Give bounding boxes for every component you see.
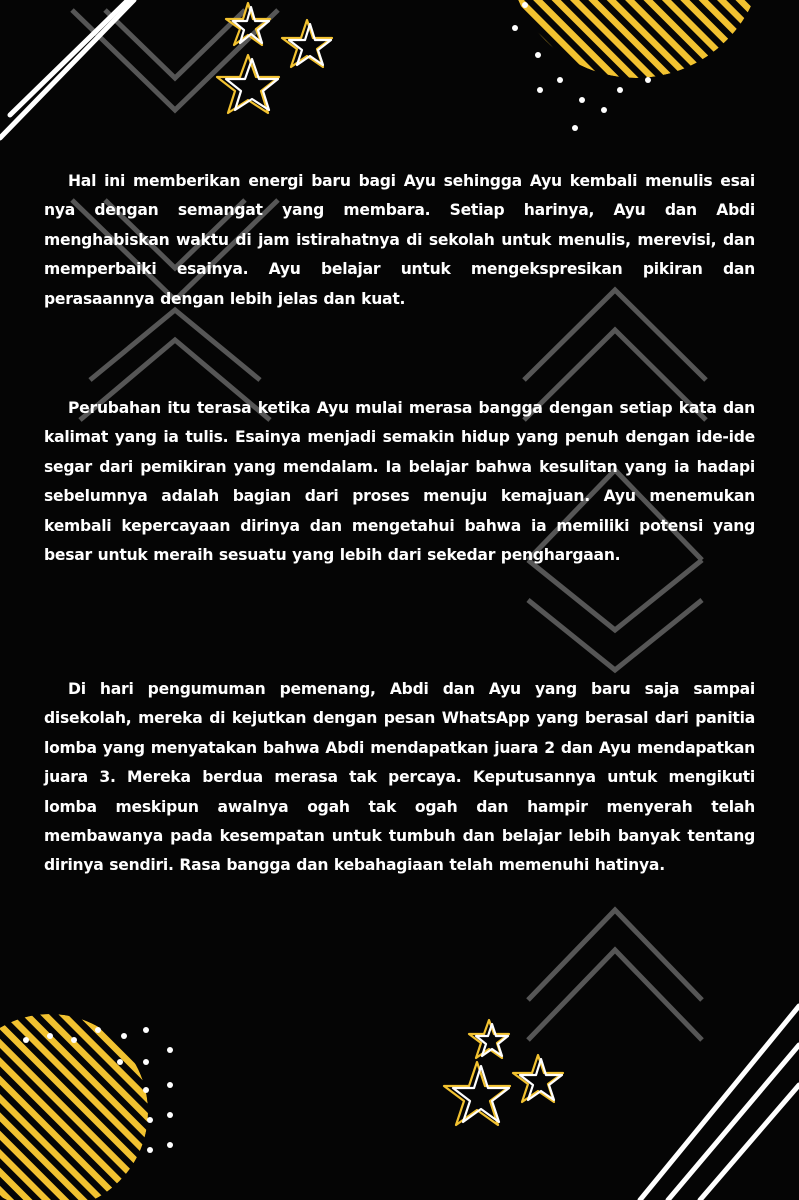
paragraph-2: Perubahan itu terasa ketika Ayu mulai merasa bangga dengan setiap kata dan kalimat yang ia tulis. Esainya menjadi semakin hidup yang penuh dengan ide-ide segar dari pemikiran yang mendalam. Ia belajar bahwa kesulitan yang ia hadapi sebelumnya adalah bagian dari proses menuju kemajuan. Ayu menemukan kembali kepercayaan dirinya dan mengetahui bahwa ia memiliki potensi yang besar untuk meraih sesuatu yang lebih dari sekedar penghargaan. (44, 399, 755, 565)
paragraph-1: Hal ini memberikan energi baru bagi Ayu sehingga Ayu kembali menulis esai nya dengan semangat yang membara. Setiap harinya, Ayu dan Abdi menghabiskan waktu di jam istirahatnya di sekolah untuk menulis, merevisi, dan memperbaiki esainya. Ayu belajar untuk mengekspresikan pikiran dan perasaannya dengan lebih jelas dan kuat. (44, 172, 755, 308)
striped-circle (508, 0, 764, 78)
paragraph-3: Di hari pengumuman pemenang, Abdi dan Ayu yang baru saja sampai disekolah, mereka di kejutkan dengan pesan WhatsApp yang berasal dari panitia lomba yang menyatakan bahwa Abdi mendapatkan juara 2 dan Ayu mendapatkan juara 3. Mereka berdua merasa tak percaya. Keputusannya untuk mengikuti lomba meskipun awalnya ogah tak ogah dan hampir menyerah telah membawanya pada kesempatan untuk tumbuh dan belajar lebih banyak tentang dirinya sendiri. Rasa bangga dan kebahagiaan telah memenuhi hatinya. (44, 680, 755, 875)
